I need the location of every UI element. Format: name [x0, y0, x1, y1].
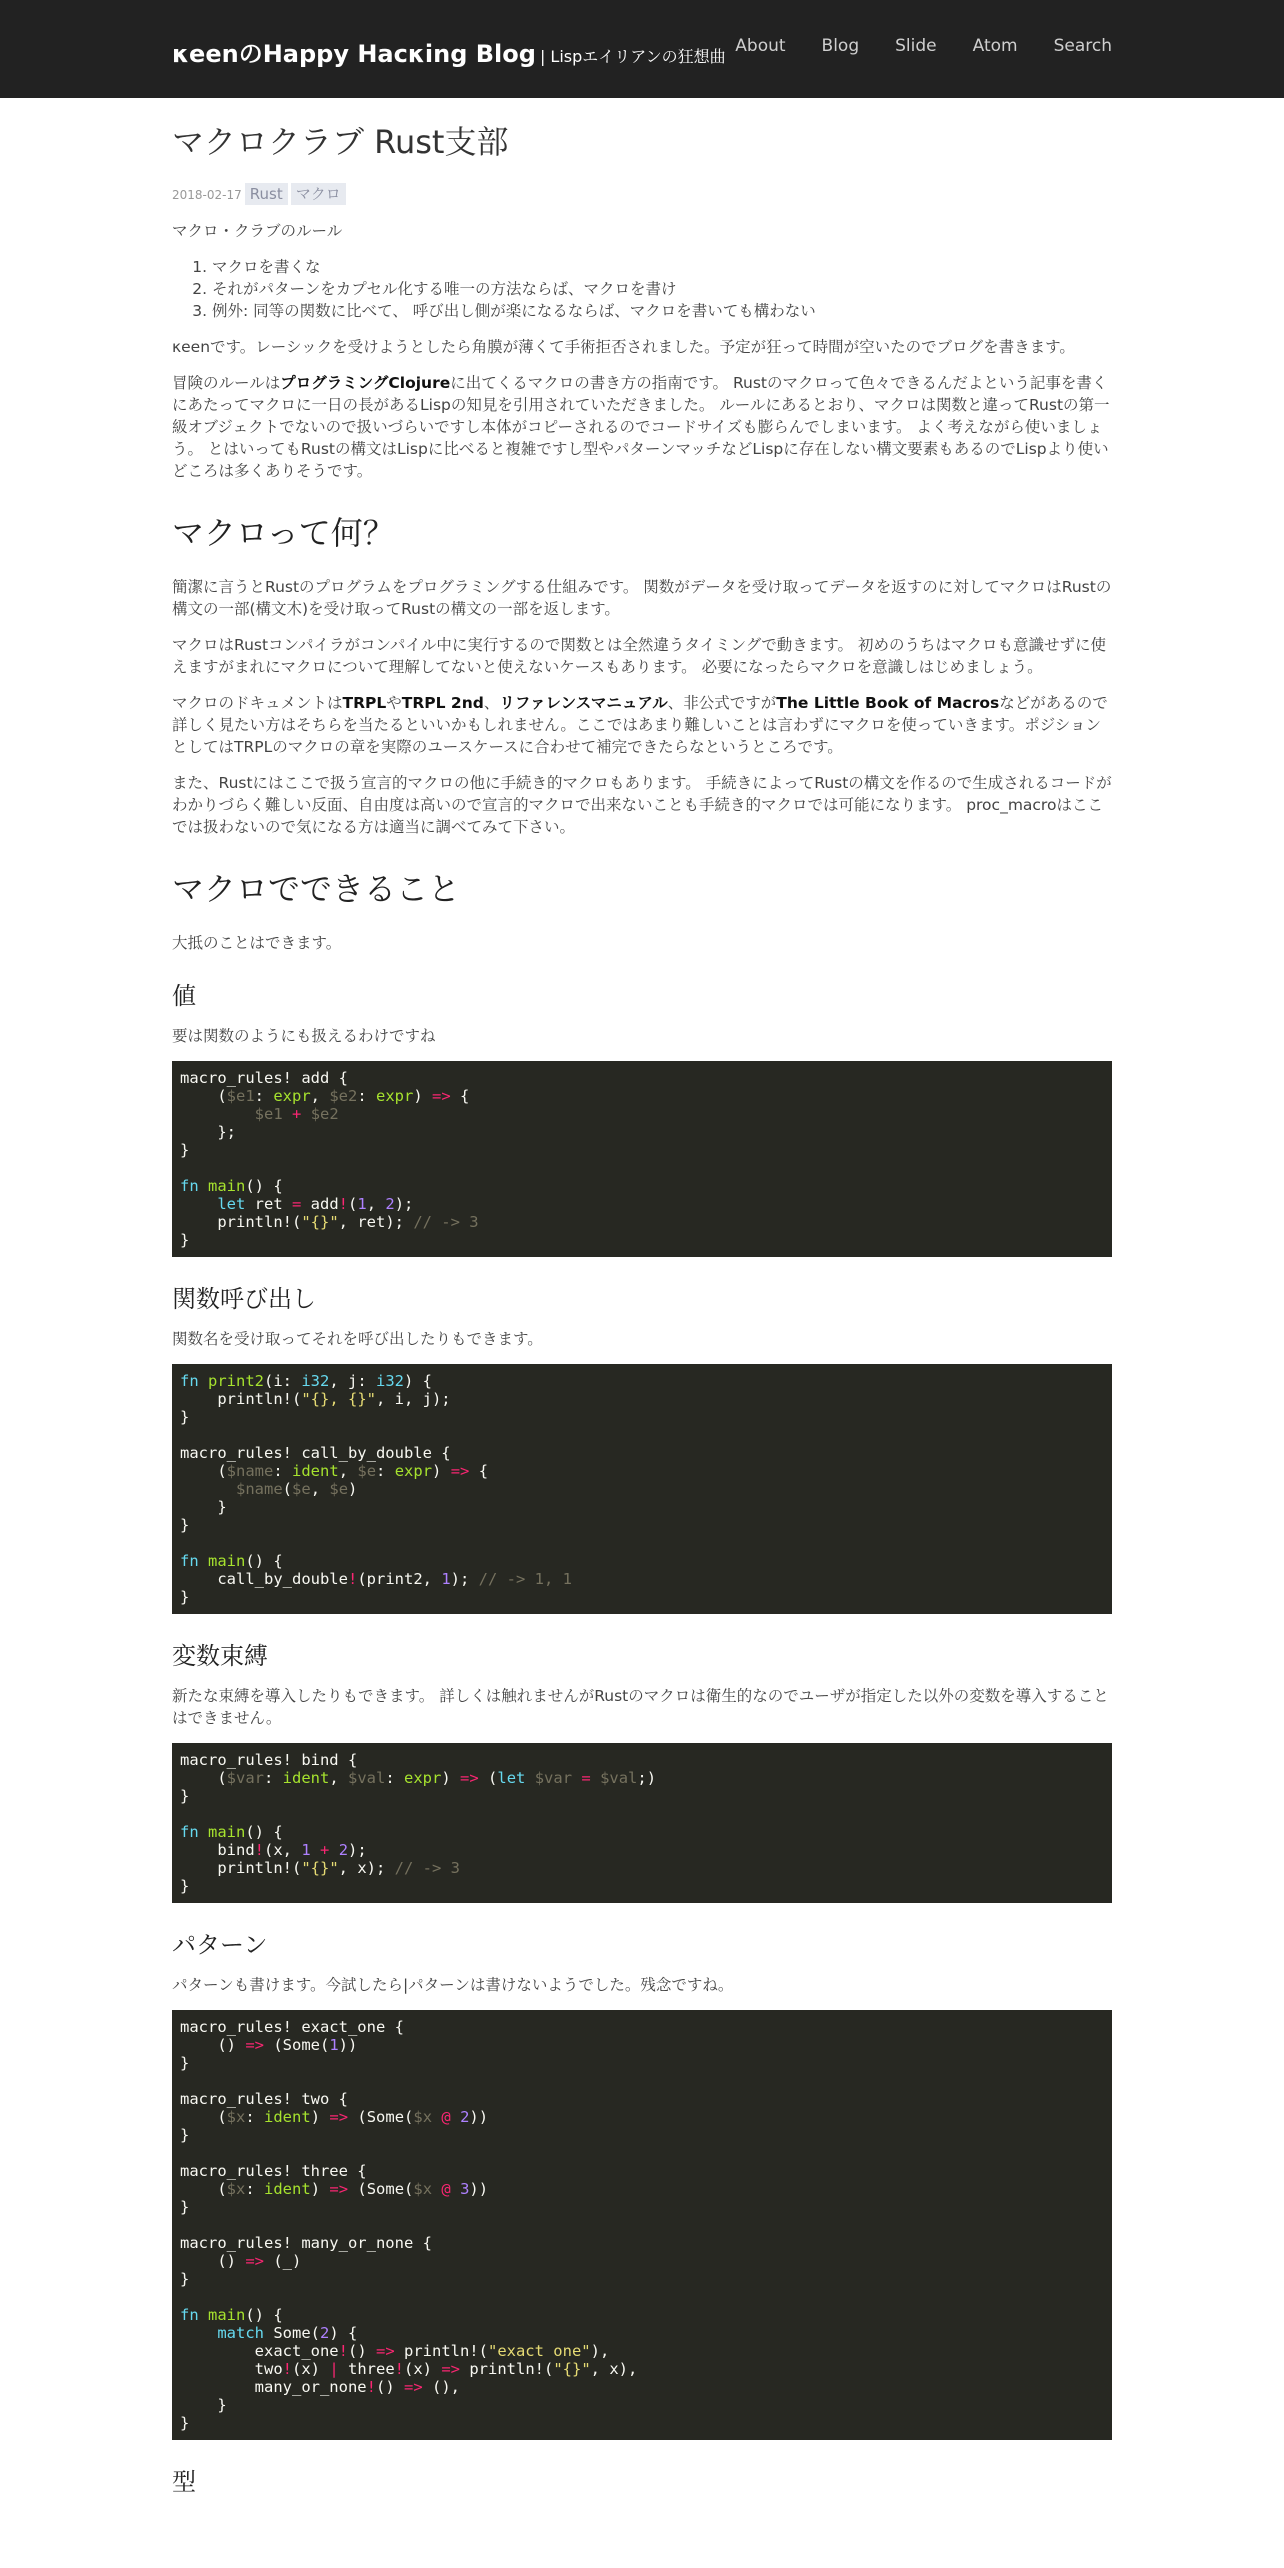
- site-title[interactable]: κeenのHappy Hacκing Blog: [172, 40, 536, 68]
- subsection-heading: 変数束縛: [172, 1642, 268, 1671]
- rules-label: マクロ・クラブのルール: [172, 222, 343, 241]
- paragraph: 新たな束縛を導入したりもできます。 詳しくは触れませんがRustのマクロは衛生的なのでユーザが指定した以外の変数を導入することはできません。: [172, 1687, 1109, 1728]
- nav-search[interactable]: Search: [1053, 36, 1112, 56]
- rule-item: 3. 例外: 同等の関数に比べて、 呼び出し側が楽になるならば、マクロを書いても構わない: [212, 300, 1112, 322]
- section-heading: マクロって何？: [172, 514, 395, 553]
- post-date: 2018-02-17: [172, 188, 242, 203]
- subsection-heading: 型: [172, 2468, 196, 2497]
- paragraph: マクロのドキュメントはTRPLやTRPL 2nd、リファレンスマニュアル、非公式ですがThe Little Book of Macrosなどがあるので詳しく見たい方はそちらを当たるといいかもしれません。ここではあまり難しいことは言わずにマクロを使っていきます。ポジションとしてはTRPLのマクロの章を実際のユースケースに合わせて補完できたらなというところです。: [172, 694, 1108, 757]
- code-block: fn print2(i: i32, j: i32) { println!("{}, {}", i, j); } macro_rules! call_by_double { ($name: ident, $e: expr) => { $name($e, $e) } } fn main() { call_by_double!(print2, 1); // -> 1, 1 }: [172, 1364, 1112, 1614]
- link-little-book[interactable]: The Little Book of Macros: [776, 694, 1000, 713]
- paragraph: 大抵のことはできます。: [172, 934, 342, 953]
- top-navbar: [0, 0, 1284, 98]
- post-title: マクロクラブ Rust支部: [172, 123, 509, 161]
- main-nav: [735, 36, 1112, 56]
- rules-list: [172, 256, 1112, 322]
- site-tagline: | Lispエイリアンの狂想曲: [539, 47, 726, 66]
- rule-item: 2. それがパターンをカプセル化する唯一の方法ならば、マクロを書け: [212, 278, 1112, 300]
- code-block: macro_rules! exact_one { () => (Some(1)) } macro_rules! two { ($x: ident) => (Some($x @ 2)) } macro_rules! three { ($x: ident) => (Some($x @ 3)) } macro_rules! many_or_none { () => (_) } fn main() { match Some(2) { exact_one!() => println!("exact one"), two!(x) | three!(x) => println!("{}", x), many_or_none!() => (), } }: [172, 2010, 1112, 2440]
- code-block: macro_rules! bind { ($var: ident, $val: expr) => (let $var = $val;) } fn main() { bind!(x, 1 + 2); println!("{}", x); // -> 3 }: [172, 1743, 1112, 1903]
- link-trpl[interactable]: TRPL: [342, 694, 387, 713]
- nav-about[interactable]: About: [735, 36, 786, 56]
- link-trpl2[interactable]: TRPL 2nd: [401, 694, 484, 713]
- paragraph: また、Rustにはここで扱う宣言的マクロの他に手続き的マクロもあります。 手続きによってRustの構文を作るので生成されるコードがわかりづらく難しい反面、自由度は高いので宣言的マクロで出来ないことも手続き的マクロでは可能になります。 proc_macroはここでは扱わないので気になる方は適当に調べてみて下さい。: [172, 774, 1112, 837]
- paragraph: パターンも書けます。今試したら|パターンは書けないようでした。残念ですね。: [172, 1976, 734, 1995]
- post-meta: [172, 183, 1112, 204]
- article: [172, 98, 1112, 2511]
- code-block: macro_rules! add { ($e1: expr, $e2: expr) => { $e1 + $e2 }; } fn main() { let ret = add!(1, 2); println!("{}", ret); // -> 3 }: [172, 1061, 1112, 1257]
- site-brand[interactable]: [172, 34, 726, 69]
- nav-blog[interactable]: Blog: [821, 36, 860, 56]
- section-heading: マクロでできること: [172, 870, 461, 909]
- subsection-heading: 値: [172, 982, 196, 1011]
- paragraph: マクロはRustコンパイラがコンパイル中に実行するので関数とは全然違うタイミングで動きます。 初めのうちはマクロも意識せずに使えますがまれにマクロについて理解してないと使えないケースもあります。 必要になったらマクロを意識しはじめましょう。: [172, 636, 1106, 677]
- paragraph: 要は関数のようにも扱えるわけですね: [172, 1027, 436, 1046]
- paragraph: 冒険のルールはプログラミングClojureに出てくるマクロの書き方の指南です。 Rustのマクロって色々できるんだよという記事を書くにあたってマクロに一日の長があるLispの知見を引用されていただきました。 ルールにあるとおり、マクロは関数と違ってRustの第一級オブジェクトでないので扱いづらいですし本体がコピーされるのでコードサイズも膨らんでしまいます。 よく考えながら使いましょう。 とはいってもRustの構文はLispに比べると複雑ですし型やパターンマッチなどLispに存在しない構文要素もあるのでLispより使いどころは多くありそうです。: [172, 374, 1110, 481]
- subsection-heading: パターン: [172, 1931, 268, 1960]
- paragraph: 簡潔に言うとRustのプログラムをプログラミングする仕組みです。 関数がデータを受け取ってデータを返すのに対してマクロはRustの構文の一部(構文木)を受け取ってRustの構文の一部を返します。: [172, 578, 1112, 619]
- book-link-clojure[interactable]: プログラミングClojure: [280, 374, 451, 393]
- tag-rust[interactable]: Rust: [245, 183, 288, 205]
- rule-item: 1. マクロを書くな: [212, 256, 1112, 278]
- tag-macro[interactable]: マクロ: [291, 183, 346, 205]
- paragraph: κeenです。レーシックを受けようとしたら角膜が薄くて手術拒否されました。予定が狂って時間が空いたのでブログを書きます。: [172, 338, 1075, 357]
- subsection-heading: 関数呼び出し: [172, 1285, 316, 1314]
- nav-slide[interactable]: Slide: [895, 36, 937, 56]
- link-reference[interactable]: リファレンスマニュアル: [499, 694, 668, 713]
- nav-atom[interactable]: Atom: [972, 36, 1018, 56]
- paragraph: 関数名を受け取ってそれを呼び出したりもできます。: [172, 1330, 543, 1349]
